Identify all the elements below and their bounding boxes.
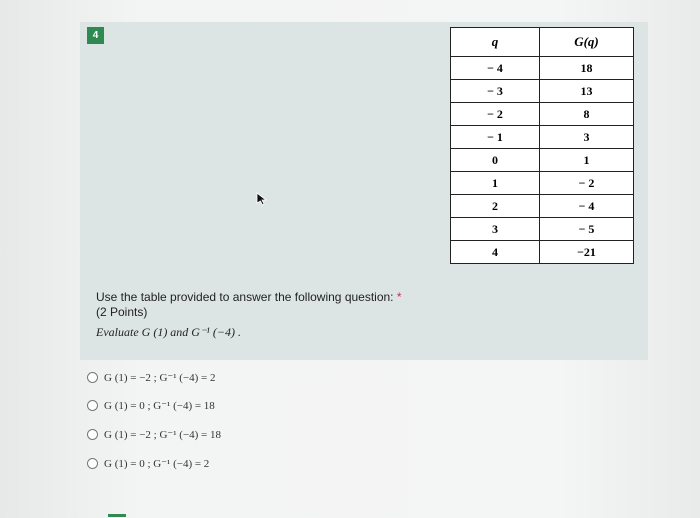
cell-gq: 1 <box>540 149 634 172</box>
header-q: q <box>451 28 540 57</box>
cell-q: 0 <box>451 149 540 172</box>
radio-button[interactable] <box>87 400 98 411</box>
cell-q: − 4 <box>451 57 540 80</box>
question-prompt-text: Use the table provided to answer the following question: <box>96 290 394 304</box>
answer-option[interactable] <box>87 426 221 442</box>
table-row <box>451 126 634 149</box>
cell-gq: 13 <box>540 80 634 103</box>
header-gq: G(q) <box>540 28 634 57</box>
answer-option-label[interactable]: G (1) = 0 ; G⁻¹ (−4) = 2 <box>104 457 210 470</box>
table-row <box>451 241 634 264</box>
answer-option[interactable] <box>87 455 209 471</box>
cell-q: 4 <box>451 241 540 264</box>
function-table <box>450 27 634 264</box>
required-marker: * <box>396 290 402 304</box>
answer-option-label[interactable]: G (1) = 0 ; G⁻¹ (−4) = 18 <box>104 399 215 412</box>
answer-option[interactable] <box>87 369 216 385</box>
evaluate-instruction: Evaluate G (1) and G⁻¹ (−4) . <box>96 325 241 339</box>
bottom-accent-bar <box>108 514 126 517</box>
cell-q: − 3 <box>451 80 540 103</box>
cell-q: − 2 <box>451 103 540 126</box>
table-row <box>451 103 634 126</box>
answer-option-label[interactable]: G (1) = −2 ; G⁻¹ (−4) = 18 <box>104 428 222 441</box>
table-row <box>451 172 634 195</box>
question-prompt <box>96 290 402 305</box>
question-number-badge: 4 <box>87 27 104 44</box>
cell-gq: − 2 <box>540 172 634 195</box>
answer-option-label[interactable]: G (1) = −2 ; G⁻¹ (−4) = 2 <box>104 371 216 384</box>
cell-q: − 1 <box>451 126 540 149</box>
cell-gq: − 5 <box>540 218 634 241</box>
cell-q: 1 <box>451 172 540 195</box>
radio-button[interactable] <box>87 372 98 383</box>
table-header-row <box>451 28 634 57</box>
cell-q: 2 <box>451 195 540 218</box>
table-row <box>451 149 634 172</box>
mouse-pointer-icon <box>255 192 269 206</box>
table-row <box>451 80 634 103</box>
cell-gq: −21 <box>540 241 634 264</box>
cell-q: 3 <box>451 218 540 241</box>
cell-gq: 8 <box>540 103 634 126</box>
table-row <box>451 195 634 218</box>
cell-gq: − 4 <box>540 195 634 218</box>
answer-option[interactable] <box>87 397 215 413</box>
cell-gq: 18 <box>540 57 634 80</box>
radio-button[interactable] <box>87 429 98 440</box>
table-row <box>451 218 634 241</box>
table-row <box>451 57 634 80</box>
cell-gq: 3 <box>540 126 634 149</box>
radio-button[interactable] <box>87 458 98 469</box>
question-points: (2 Points) <box>96 305 148 319</box>
